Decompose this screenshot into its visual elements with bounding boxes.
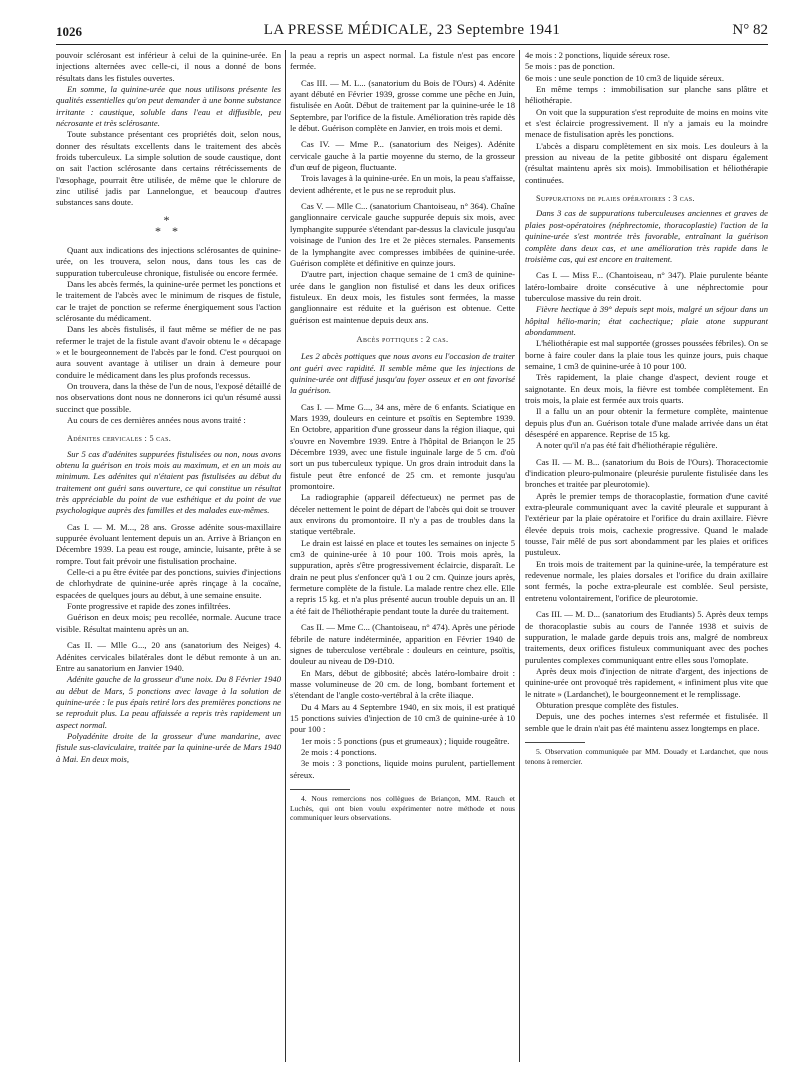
text-column-left	[56, 50, 281, 1065]
summary-paragraph: Fièvre hectique à 39° depuis sept mois, malgré un séjour dans un hôpital hélio-marin; état cachectique; plaie atone suppurant abondamment.	[525, 304, 768, 337]
paragraph: L'abcès a disparu complètement en six mois. Les douleurs à la pression au niveau de la petite gibbosité ont disparu également (résultat maintenu après six mois). Immobilisation et héliothérapie continuées.	[525, 140, 768, 185]
paragraph: 4e mois : 2 ponctions, liquide séreux rose.	[525, 50, 670, 60]
paragraph: Du 4 Mars au 4 Septembre 1940, en six mois, il est pratiqué 15 ponctions suivies d'injection de 10 cm3 de quinine-urée à 10 pour 100 :	[290, 701, 515, 735]
paragraph: Après deux mois d'injection de nitrate d'argent, des injections de quinine-urée ont provoqué très rapidement, « infiniment plus vite que le nitrate » (Lardanchet), le bourgeonnement et le remplissage.	[525, 665, 768, 699]
paragraph: Il a fallu un an pour obtenir la fermeture complète, maintenue depuis plus d'un an. Guérison totale d'une malade arrivée dans un état désespéré en apparence. Reprise de 15 kg.	[525, 406, 768, 439]
column-divider	[285, 50, 286, 1062]
paragraph: En trois mois de traitement par la quinine-urée, la température est redevenue normale, les plaies dorsales et l'orifice du drain axillaire sont fermés, la poche extra-pleurale est comblée. Seul persiste, entretenu volontairement, l'orifice de pleurotomie.	[525, 558, 768, 603]
paragraph: 5e mois : pas de ponction.	[525, 61, 615, 72]
case-paragraph: Cas IV. — Mme P... (sanatorium des Neiges). Adénite cervicale gauche à la partie moyenne du sterno, de la grosseur d'un œuf de pigeon, fluctuante.	[290, 139, 515, 173]
paragraph: L'héliothérapie est mal supportée (grosses poussées fébriles). On se borne à faire couler dans la plaie tous les quinze jours, puis chaque semaine, 1 cm3 de quinine-urée à 10 pour 100.	[525, 338, 768, 371]
summary-paragraph: En somme, la quinine-urée que nous utilisons présente les qualités essentielles qu'on peut demander à une bonne substance irritante : caustique, soluble dans l'eau et diffusible, peu nécrosante et très sclérosante.	[56, 84, 281, 129]
paragraph: 2e mois : 4 ponctions.	[301, 746, 377, 757]
paragraph: 3e mois : 3 ponctions, liquide moins purulent, partiellement séreux.	[290, 758, 515, 780]
footnote-rule	[525, 742, 585, 743]
footnote: 4. Nous remercions nos collègues de Briançon, MM. Rauch et Luchès, qui ont bien voulu expérimenter notre méthode et nous communiquer leurs observations.	[290, 793, 515, 823]
paragraph: Celle-ci a pu être évitée par des ponctions, suivies d'injections de chlorhydrate de quinine-urée après rinçage à la cocaïne, espacées de quelques jours au début, à une semaine ensuite.	[56, 567, 281, 600]
paragraph: Obturation presque complète des fistules.	[536, 699, 679, 710]
summary-paragraph: Polyadénite droite de la grosseur d'une mandarine, avec fistule sus-claviculaire, traitée par la quinine-urée de Mars 1940 à Mai. En deux mois,	[56, 730, 281, 764]
paragraph: Dans les abcès fermés, la quinine-urée permet les ponctions et le traitement de l'abcès avec le minimum de risques de fistule, car le trajet de ponction se referme énergiquement sous l'action sclérosante du médicament.	[56, 278, 281, 323]
case-paragraph: Cas II. — M. B... (sanatorium du Bois de l'Ours). Thoracectomie d'indication pleuro-pulmonaire (pleurésie purulente fistulisée dans les bronches et traitée par pleurotomie).	[525, 456, 768, 490]
text-column-right	[525, 50, 768, 1065]
case-paragraph: Cas III. — M. L... (sanatorium du Bois de l'Ours) 4. Adénite ayant débuté en Février 1939, grosse comme une pêche en Juin, fistulisée en Août. Début de traitement par la quinine-urée le 18 Septembre, par l'orifice de la fistule. Amélioration très rapide dès le début. Guérison complète en Janvier, en trois mois et demi.	[290, 77, 515, 134]
section-heading: Adénites cervicales : 5 cas.	[67, 434, 172, 444]
text-column-middle	[290, 50, 515, 1065]
paragraph: Après le premier temps de thoracoplastie, formation d'une cavité extra-pleurale communiquant avec la cavité pleurale et suppurant à l'extérieur par la plaie opératoire et l'orifice du drain axillaire. Fièvre élevée depuis trois mois, cachexie progressive. Quand le malade tousse, l'air mêlé de pus sort abondamment par les plaies et orifices pustuleux.	[525, 490, 768, 558]
paragraph: La radiographie (appareil défectueux) ne permet pas de déceler nettement le point de départ de l'abcès qui doit se trouver aux environs du promontoire. Il n'y a pas de troubles dans la statique vertébrale.	[290, 492, 515, 537]
paragraph: Guérison en deux mois; peu recollée, normale. Aucune trace visible. Résultat maintenu après un an.	[56, 612, 281, 634]
paragraph: 1er mois : 5 ponctions (pus et grumeaux) ; liquide rougeâtre.	[301, 735, 510, 746]
paragraph: A noter qu'il n'a pas été fait d'héliothérapie régulière.	[536, 440, 718, 451]
paragraph: pouvoir sclérosant est inférieur à celui de la quinine-urée. En injections alternées avec celle-ci, il nous a donné de bons résultats dans les fistules ouvertes.	[56, 50, 281, 83]
footnote-rule	[290, 789, 350, 790]
footnote: 5. Observation communiquée par MM. Douady et Lardanchet, que nous tenons à remercier.	[525, 746, 768, 766]
case-paragraph: Cas II. — Mlle G..., 20 ans (sanatorium des Neiges) 4. Adénites cervicales bilatérales dont le début remonte à un an. Entre au sanatorium en Janvier 1940.	[56, 640, 281, 673]
case-paragraph: Cas I. — Mme G..., 34 ans, mère de 6 enfants. Sciatique en Mars 1939, douleurs en ceinture et psoïtis en Septembre 1939. En Octobre, apparition d'une grosseur dans la région iliaque, qui s'ouvre en Novembre 1939. Entre à l'hôpital de Briançon le 25 Décembre 1939, avec une fistule inguinale large de 5 cm. d'où sort un pus tuberculeux typique. Un gros drain introduit dans la fistule peut être enfoncé de 25 cm. et remonte jusqu'au promontoire.	[290, 401, 515, 492]
paragraph: Trois lavages à la quinine-urée. En un mois, la peau s'affaisse, devient adhérente, et le pus ne se reproduit plus.	[290, 173, 515, 195]
paragraph: D'autre part, injection chaque semaine de 1 cm3 de quinine-urée dans le ganglion non fistulisé et dans les deux orifices fistuleux. En deux mois, les fistules sont fermées, la masse ganglionnaire est réduite et la guérison est obtenue. Cette guérison est maintenue depuis deux ans.	[290, 269, 515, 325]
summary-paragraph: Sur 5 cas d'adénites suppurées fistulisées ou non, nous avons obtenu la guérison en trois mois au maximum, et en un mois au minimum. Les adénites qui n'étaient pas fistulisées au début du traitement ont guéri sans ouverture, ce qui constitue un résultat très appréciable du point de vue esthétique et du point de vue psychologique auprès des familles et des malades eux-mêmes.	[56, 448, 281, 516]
issue-number: N° 82	[732, 22, 768, 38]
paragraph: Au cours de ces dernières années nous avons traité :	[67, 414, 246, 425]
case-paragraph: Cas III. — M. D... (sanatorium des Etudiants) 5. Après deux temps de thoracoplastie subis au cours de l'année 1938 et suivis de suppuration, le malade garde depuis trois ans, malgré de nombreux traitements, deux orifices fistuleux communiquant avec des poches purulentes complexes communiquant entre elles sous l'omoplate.	[525, 609, 768, 665]
paragraph: 6e mois : une seule ponction de 10 cm3 de liquide séreux.	[525, 72, 725, 83]
section-separator: * * *	[155, 212, 182, 238]
column-divider	[519, 50, 520, 1062]
case-paragraph: Cas V. — Mlle C... (sanatorium Chantoiseau, n° 364). Chaîne ganglionnaire cervicale gauche suppurée depuis six mois, avec lymphangite suppurée s'étendant par-dessus la clavicule jusqu'au voisinage de l'union des 1re et 2e pièces sternales. Pansements de la lymphangite avec compresses imbibées de quinine-urée. Guérison complète et définitive en quinze jours.	[290, 201, 515, 268]
summary-paragraph: Dans 3 cas de suppurations tuberculeuses anciennes et graves de plaies post-opératoires (néphrectomie, thoracoplastie) l'action de la quinine-urée s'est montrée très favorable, entraînant la guérison complète dans deux cas, et une amélioration très rapide dans le troisième cas, qui est encore en traitement.	[525, 208, 768, 264]
paragraph: En Mars, début de gibbosité; abcès latéro-lombaire droit : masse volumineuse de 20 cm. de long, bombant fortement et s'étendant de l'angle costo-vertébral à la crête iliaque.	[290, 667, 515, 701]
paragraph: Quant aux indications des injections sclérosantes de quinine-urée, on les trouvera, selon nous, dans tous les cas de suppuration tuberculeuse chronique, fistulisée ou encore fermée.	[56, 244, 281, 278]
paragraph: On voit que la suppuration s'est reproduite de moins en moins vite et s'est éclaircie progressivement. Il n'y a jamais eu la moindre menace de fistulisation après les ponctions.	[525, 106, 768, 140]
paragraph: Depuis, une des poches internes s'est refermée et fistulisée. Il semble que le drain n'ait pas été maintenu assez longtemps en place.	[525, 711, 768, 733]
case-paragraph: Cas II. — Mme C... (Chantoiseau, n° 474). Après une période fébrile de nature indéterminée, apparition en Février 1940 de signes de tuberculose vertébrale : douleurs en ceinture, psoïtis, douleur au niveau de D9-D10.	[290, 622, 515, 667]
paragraph: Toute substance présentant ces propriétés doit, selon nous, donner des résultats excellents dans le traitement des abcès froids tuberculeux. La simple solution de soude caustique, dont on sait l'action sclérosante dans certains rétrécissements de l'œsophage, pourrait être utilisée, de même que le chlorure de zinc utilisé jadis par Lannelongue, et beaucoup d'autres substances sans doute.	[56, 129, 281, 208]
case-paragraph: Cas I. — Miss F... (Chantoiseau, n° 347). Plaie purulente béante latéro-lombaire droite consécutive à une néphrectomie pour tuberculose massive du rein droit.	[525, 270, 768, 303]
summary-paragraph: Les 2 abcès pottiques que nous avons eu l'occasion de traiter ont guéri avec rapidité. Il semble même que les injections de quinine-urée ont diffusé jusqu'au foyer osseux et en ont favorisé la guérison.	[290, 351, 515, 396]
section-heading: Abcès pottiques : 2 cas.	[356, 334, 449, 344]
journal-title: LA PRESSE MÉDICALE, 23 Septembre 1941	[263, 22, 561, 38]
paragraph: Le drain est laissé en place et toutes les semaines on injecte 5 cm3 de quinine-urée à 10 pour 100. Trois mois après, la suppuration, après s'être progressivement éclaircie, disparaît. Le drain ne peut plus s'enfoncer qu'à 1 ou 2 cm. Quinze jours après, fermeture complète de la fistule. La malade rentre chez elle. Elle a repris 15 kg. et n'a plus présenté aucun trouble depuis un an. Il a été fait de l'héliothérapie pendant toute la durée du traitement.	[290, 537, 515, 616]
page-header	[56, 22, 768, 45]
paragraph: Dans les abcès fistulisés, il faut même se méfier de ne pas refermer le trajet de la fistule avant d'avoir obtenu le « décapage » et le bourgeonnement de l'abcès par le fond. C'est pourquoi on aura souvent avantage à utiliser un drain à demeure pour conduire le médicament dans les plus profonds recessus.	[56, 324, 281, 380]
case-paragraph: Cas I. — M. M..., 28 ans. Grosse adénite sous-maxillaire suppurée évoluant lentement depuis un an. Arrive à Briançon en Décembre 1939. La peau est rouge, amincie, luisante, prête à se rompre. Tout fait prévoir une fistulisation prochaine.	[56, 521, 281, 566]
page-number: 1026	[56, 24, 82, 39]
paragraph: Fonte progressive et rapide des zones infiltrées.	[67, 601, 231, 612]
paragraph: En même temps : immobilisation sur planche sans plâtre et héliothérapie.	[525, 84, 768, 106]
summary-paragraph: Adénite gauche de la grosseur d'une noix. Du 8 Février 1940 au début de Mars, 5 ponctions avec lavage à la solution de quinine-urée : le pus épais retiré lors des premières ponctions ne se reproduit plus. La peau affaissée a repris très rapidement un aspect normal.	[56, 674, 281, 730]
section-heading: Suppurations de plaies opératoires : 3 cas.	[536, 194, 695, 204]
paragraph: Très rapidement, la plaie change d'aspect, devient rouge et saignotante. En deux mois, la fièvre est tombée complètement. En trois mois, la plaie est fermée aux trois quarts.	[525, 372, 768, 405]
paragraph: la peau a repris un aspect normal. La fistule n'est pas encore fermée.	[290, 50, 515, 72]
paragraph: On trouvera, dans la thèse de l'un de nous, l'exposé détaillé de nos observations dont nous ne donnerons ici qu'un résumé aussi succinct que possible.	[56, 380, 281, 414]
